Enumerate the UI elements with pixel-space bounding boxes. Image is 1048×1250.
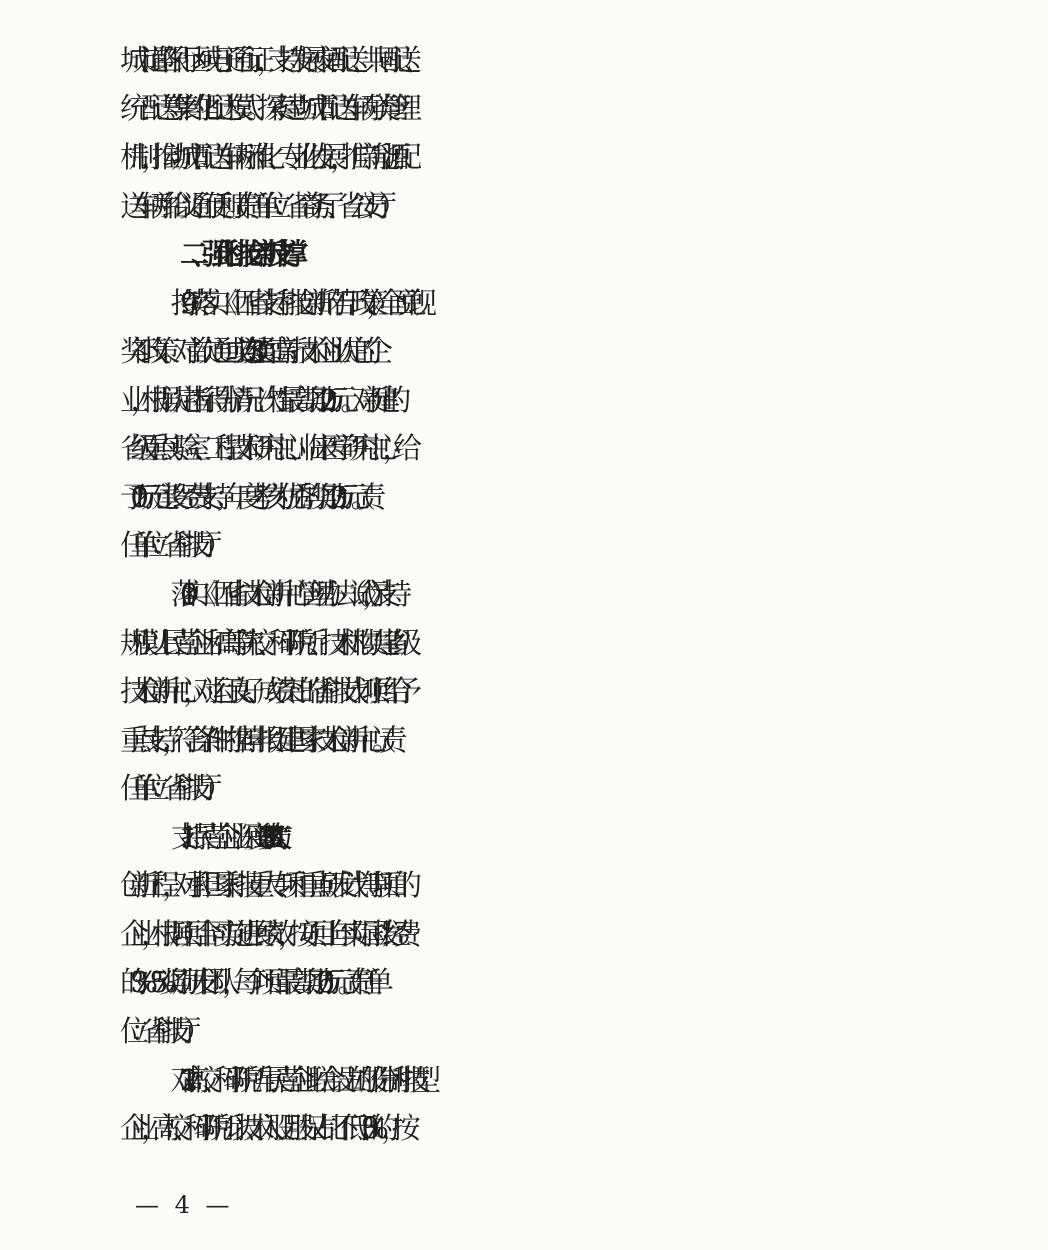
- text-line: 省级重点实验室、工程技术研究中心、临床医学研究中心，给: [120, 431, 404, 465]
- text-line: 规模以上民营企业和高等院校、科研院所、技术机构共建省级: [120, 626, 404, 660]
- text-line: 送车辆并给以通行便利。（责任单位：省商务厅、省公安厅）: [120, 189, 390, 223]
- text-line: 奖补政策。对首次通过或连续 3 次通过高新技术企业认定的企: [120, 334, 375, 368]
- text-line: 创新工程，对承担国家科技重大专项和重点研发计划等项目的: [120, 868, 404, 902]
- paragraph-first-line: 12.对高校、科研院所与民营企业联合设立的股份制科技型: [180, 1063, 423, 1097]
- text-line: 企业，根据项目合同实施进展绩效，按项目上年实际国拨经费: [120, 917, 404, 951]
- section-heading: 二、强化科技创新支撑: [180, 237, 291, 271]
- text-line: 重点支持，符合条件的推荐申报组建国家技术创新中心。（责: [120, 723, 390, 757]
- text-line: 业，根据认定指标得分情况一次性最高奖励20万元。对新建的: [120, 383, 393, 417]
- text-line: 的3%－5%奖励研发团队，每个项目最高奖励60万元。（责任单: [120, 965, 376, 999]
- text-line: 任单位：省科技厅）: [120, 528, 215, 562]
- page-number: — 4 —: [135, 1191, 234, 1219]
- paragraph-first-line: 9.持续落实《山西省支持科技创新的若干政策》，全面兑现: [180, 286, 419, 320]
- text-line: 任单位：省科技厅）: [120, 771, 215, 805]
- text-line: 予100万元建设经费支持；年度考核为优秀的奖励30万元。（责: [120, 480, 368, 514]
- text-line: 企业，高校、科研院所以技术入股且股权占比不低于30%的，按: [120, 1111, 402, 1145]
- text-line: 机制，推动城市配送车辆标准化、专业化发展，推广新能源配: [120, 140, 404, 174]
- paragraph-first-line: 10.落实《山西省技术创新中心管理办法（试行）》，支持: [180, 577, 394, 611]
- text-line: 技术创新中心，对运行良好、成绩突出的省科技计划项目给予: [120, 674, 404, 708]
- text-line: 位：省科技厅）: [120, 1014, 194, 1048]
- text-line: 统一配送等集约化配送模式。探索建立城市配送车辆分类管理: [120, 91, 404, 125]
- paragraph-first-line: 11.支持民营企业深度参与“111”“1331”“136”三大: [180, 820, 275, 854]
- text-line: 城市道路限行区域电子通行证，支持发展夜间配送、共同配送、: [120, 43, 415, 77]
